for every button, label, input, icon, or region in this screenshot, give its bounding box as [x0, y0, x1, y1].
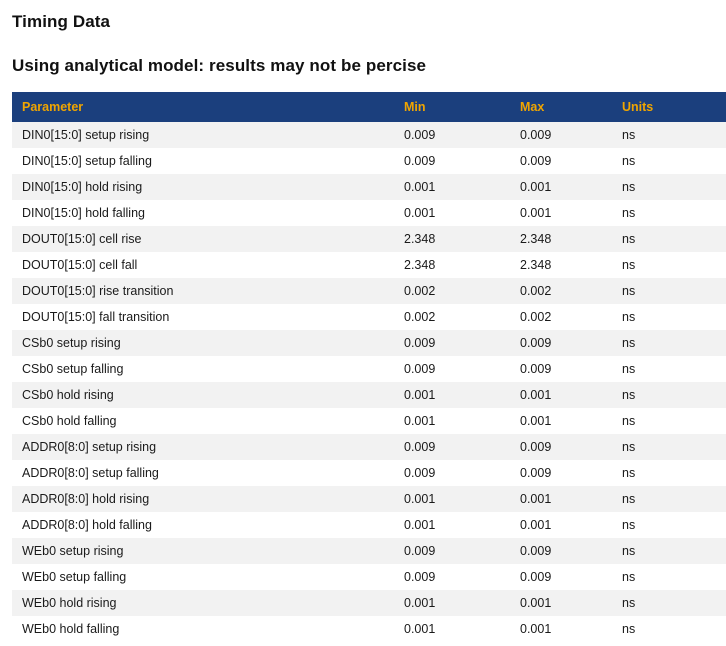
cell-parameter: CSb0 hold rising: [12, 382, 394, 408]
table-row: [12, 252, 726, 278]
cell-min: 0.001: [394, 174, 510, 200]
table-row: [12, 486, 726, 512]
cell-parameter: WEb0 setup rising: [12, 538, 394, 564]
cell-parameter: DIN0[15:0] setup rising: [12, 122, 394, 148]
cell-units: ns: [612, 616, 726, 642]
cell-parameter: DIN0[15:0] hold falling: [12, 200, 394, 226]
cell-max: 0.001: [510, 616, 612, 642]
cell-parameter: WEb0 setup falling: [12, 564, 394, 590]
cell-units: ns: [612, 330, 726, 356]
cell-parameter: DOUT0[15:0] cell rise: [12, 226, 394, 252]
timing-data-table: [12, 92, 726, 642]
table-row: [12, 408, 726, 434]
cell-parameter: WEb0 hold rising: [12, 590, 394, 616]
cell-units: ns: [612, 434, 726, 460]
cell-units: ns: [612, 122, 726, 148]
cell-units: ns: [612, 538, 726, 564]
cell-parameter: DOUT0[15:0] cell fall: [12, 252, 394, 278]
cell-max: 0.001: [510, 590, 612, 616]
table-row: [12, 174, 726, 200]
table-row: [12, 330, 726, 356]
cell-max: 0.009: [510, 460, 612, 486]
cell-units: ns: [612, 590, 726, 616]
cell-parameter: DIN0[15:0] hold rising: [12, 174, 394, 200]
cell-units: ns: [612, 382, 726, 408]
table-row: [12, 512, 726, 538]
cell-parameter: ADDR0[8:0] setup falling: [12, 460, 394, 486]
cell-units: ns: [612, 512, 726, 538]
cell-max: 0.002: [510, 304, 612, 330]
table-header: [12, 92, 726, 122]
cell-max: 0.001: [510, 174, 612, 200]
cell-units: ns: [612, 226, 726, 252]
cell-units: ns: [612, 200, 726, 226]
cell-max: 0.001: [510, 512, 612, 538]
cell-min: 0.009: [394, 330, 510, 356]
cell-parameter: CSb0 setup falling: [12, 356, 394, 382]
cell-units: ns: [612, 408, 726, 434]
cell-max: 2.348: [510, 226, 612, 252]
cell-min: 0.009: [394, 434, 510, 460]
page-subtitle: Using analytical model: results may not be percise: [12, 56, 427, 75]
table-row: [12, 538, 726, 564]
table-row: [12, 278, 726, 304]
cell-min: 0.002: [394, 304, 510, 330]
cell-min: 0.001: [394, 512, 510, 538]
column-header-units: Units: [612, 92, 726, 122]
table-row: [12, 590, 726, 616]
table-row: [12, 200, 726, 226]
cell-max: 0.001: [510, 382, 612, 408]
cell-max: 0.009: [510, 564, 612, 590]
cell-units: ns: [612, 564, 726, 590]
cell-max: 0.001: [510, 408, 612, 434]
table-body: [12, 122, 726, 642]
cell-min: 0.001: [394, 486, 510, 512]
cell-min: 0.001: [394, 382, 510, 408]
table-row: [12, 356, 726, 382]
cell-parameter: DOUT0[15:0] fall transition: [12, 304, 394, 330]
cell-parameter: WEb0 hold falling: [12, 616, 394, 642]
cell-parameter: DOUT0[15:0] rise transition: [12, 278, 394, 304]
column-header-max: Max: [510, 92, 612, 122]
cell-parameter: ADDR0[8:0] setup rising: [12, 434, 394, 460]
column-header-parameter: Parameter: [12, 92, 394, 122]
cell-max: 0.009: [510, 122, 612, 148]
cell-min: 0.001: [394, 200, 510, 226]
cell-units: ns: [612, 356, 726, 382]
cell-min: 2.348: [394, 226, 510, 252]
cell-units: ns: [612, 278, 726, 304]
table-row: [12, 122, 726, 148]
cell-min: 0.001: [394, 408, 510, 434]
cell-max: 0.001: [510, 486, 612, 512]
column-header-min: Min: [394, 92, 510, 122]
cell-parameter: ADDR0[8:0] hold falling: [12, 512, 394, 538]
cell-min: 0.009: [394, 564, 510, 590]
table-row: [12, 460, 726, 486]
cell-min: 0.009: [394, 460, 510, 486]
cell-max: 0.002: [510, 278, 612, 304]
cell-parameter: CSb0 hold falling: [12, 408, 394, 434]
table-row: [12, 434, 726, 460]
cell-parameter: CSb0 setup rising: [12, 330, 394, 356]
page-title: Timing Data: [12, 12, 111, 31]
table-row: [12, 148, 726, 174]
cell-min: 0.001: [394, 616, 510, 642]
cell-max: 0.009: [510, 148, 612, 174]
cell-min: 0.001: [394, 590, 510, 616]
cell-max: 0.009: [510, 434, 612, 460]
cell-max: 0.009: [510, 330, 612, 356]
cell-units: ns: [612, 460, 726, 486]
cell-min: 2.348: [394, 252, 510, 278]
cell-units: ns: [612, 304, 726, 330]
cell-max: 2.348: [510, 252, 612, 278]
cell-units: ns: [612, 174, 726, 200]
cell-units: ns: [612, 148, 726, 174]
table-row: [12, 564, 726, 590]
cell-parameter: ADDR0[8:0] hold rising: [12, 486, 394, 512]
cell-min: 0.009: [394, 538, 510, 564]
cell-min: 0.009: [394, 356, 510, 382]
table-row: [12, 382, 726, 408]
table-row: [12, 616, 726, 642]
cell-min: 0.009: [394, 148, 510, 174]
cell-max: 0.009: [510, 538, 612, 564]
table-header-row: [12, 92, 726, 122]
cell-units: ns: [612, 486, 726, 512]
cell-max: 0.009: [510, 356, 612, 382]
cell-parameter: DIN0[15:0] setup falling: [12, 148, 394, 174]
cell-min: 0.002: [394, 278, 510, 304]
table-row: [12, 226, 726, 252]
cell-max: 0.001: [510, 200, 612, 226]
cell-min: 0.009: [394, 122, 510, 148]
cell-units: ns: [612, 252, 726, 278]
table-row: [12, 304, 726, 330]
